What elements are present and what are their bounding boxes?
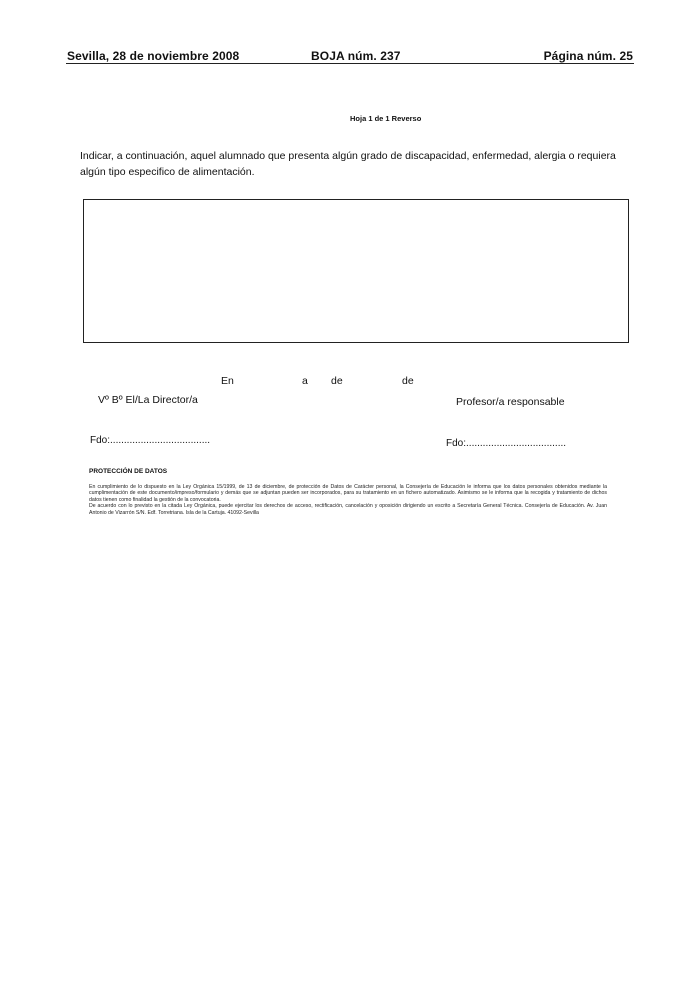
place-label: En — [221, 375, 234, 387]
data-protection-paragraph-1: En cumplimiento de lo dispuesto en la Ley Orgánica 15/1999, de 13 de diciembre, de protección de Datos de Carácter personal, la Consejería de Educación le informa que los datos personales obtenidos mediante la cumplimentación de este documento/impreso/formulario y demás que se adjuntan pueden ser incorporados, para su tratamiento en un fichero automatizado. Asimismo se le informa que la recogida y tratamiento de dichos datos tienen como finalidad la gestión de la convocatoria. — [89, 484, 607, 503]
data-protection-paragraph-2: De acuerdo con lo previsto en la citada Ley Orgánica, puede ejercitar los derechos de acceso, rectificación, cancelación y oposición dirigiendo un escrito a Secretaría General Técnica. Consejería de Educación. Av. Juan Antonio de Vizarrón S/N. Edf. Torretriana. Isla de la Cartuja. 41092-Sevilla — [89, 503, 607, 516]
header-date: Sevilla, 28 de noviembre 2008 — [67, 49, 240, 63]
day-label: a — [302, 375, 308, 387]
header-bulletin-number: BOJA núm. 237 — [311, 49, 401, 63]
year-label: de — [402, 375, 414, 387]
teacher-signature-line: Fdo:.................................... — [446, 438, 567, 449]
data-protection-text — [89, 484, 607, 516]
teacher-responsible-label: Profesor/a responsable — [456, 396, 565, 408]
director-approval-label: Vº Bº El/La Director/a — [98, 394, 198, 406]
director-signature-line: Fdo:.................................... — [90, 435, 211, 446]
header-page-number: Página núm. 25 — [543, 49, 633, 63]
student-needs-box[interactable] — [83, 199, 629, 343]
sheet-label: Hoja 1 de 1 Reverso — [350, 114, 422, 123]
data-protection-heading: PROTECCIÓN DE DATOS — [89, 468, 168, 475]
header-rule — [66, 63, 634, 64]
month-label: de — [331, 375, 343, 387]
instruction-text: Indicar, a continuación, aquel alumnado que presenta algún grado de discapacidad, enfermedad, alergia o requiera algún tipo especifico de alimentación. — [80, 150, 616, 178]
